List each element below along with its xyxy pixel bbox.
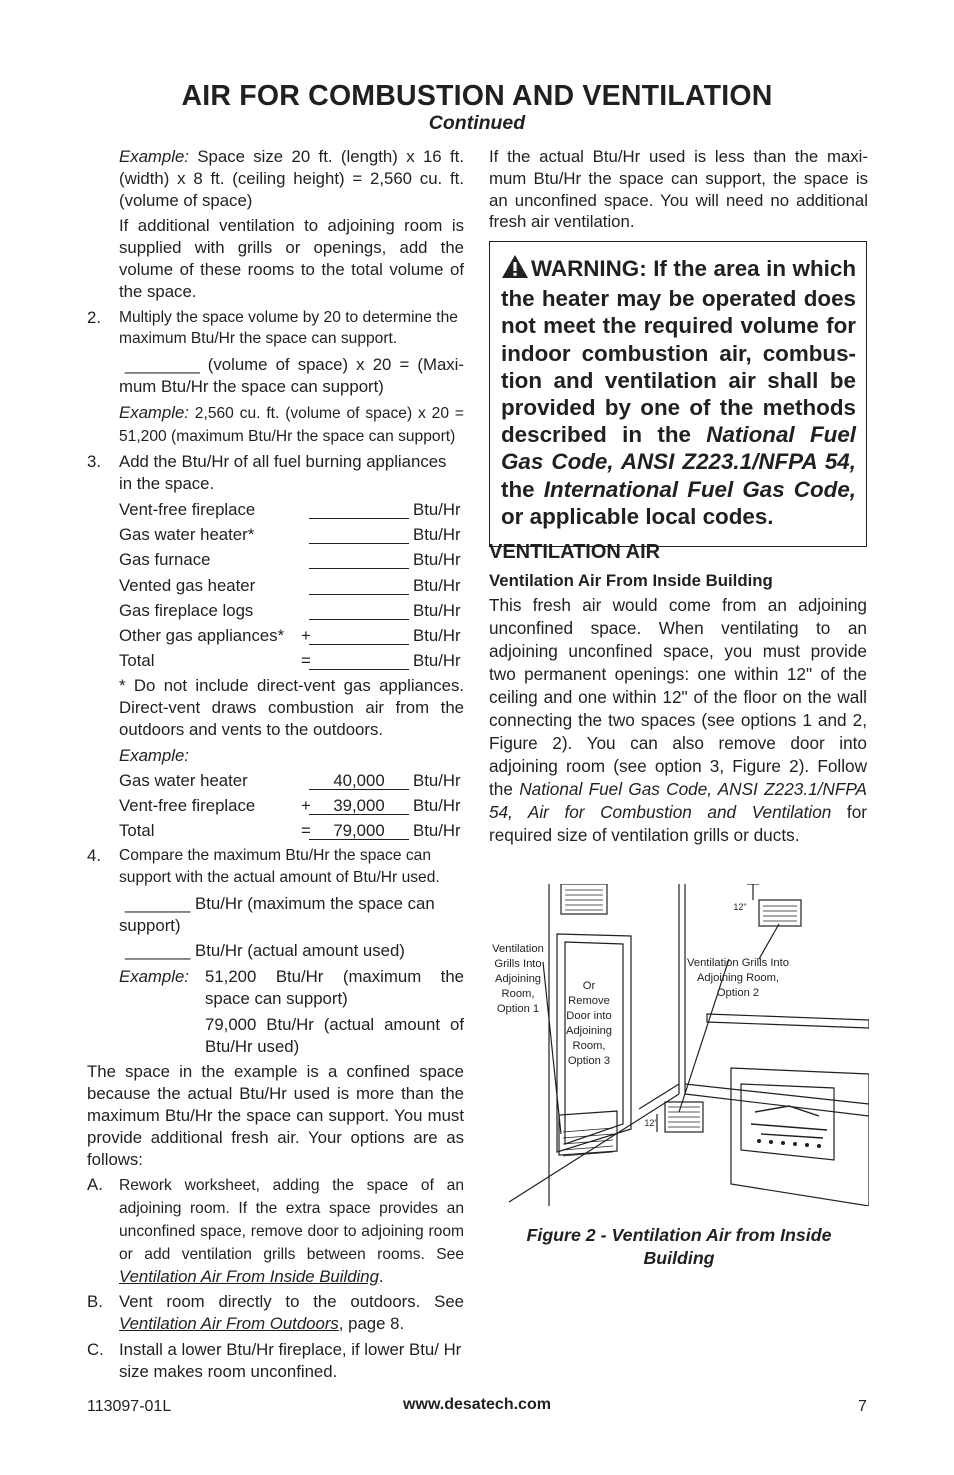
step-4-line-2: _______ Btu/Hr (actual amount used) [125, 941, 405, 961]
example-worksheet [87, 770, 464, 846]
worksheet-value [309, 499, 409, 519]
worksheet-row [87, 650, 464, 675]
worksheet-value [309, 625, 409, 645]
worksheet-value [309, 549, 409, 569]
unconfined-intro: If the actual Btu/Hr used is less than the maxi-mum Btu/Hr the space can support, the space is an unconfined space. You will need no additional fresh air ventilation. [489, 147, 868, 232]
worksheet-unit: Btu/Hr [413, 795, 461, 815]
example-label: Example: [119, 745, 189, 765]
confined-space-text: The space in the example is a confined space because the actual Btu/Hr used is more than the maximum Btu/Hr the space can support. You must provide additional fresh air. Your options are as follows: [87, 1062, 464, 1169]
worksheet-label: Gas water heater [119, 770, 248, 790]
page-subtitle: Continued [428, 112, 526, 134]
worksheet-operator: = [301, 821, 311, 841]
warning-triangle-icon [501, 254, 529, 285]
btu-worksheet [87, 499, 464, 675]
worksheet-operator: + [301, 795, 311, 815]
worksheet-value [309, 575, 409, 595]
worksheet-row [87, 575, 464, 600]
step-4-line-1: _______ Btu/Hr (maximum the space can support) [119, 893, 435, 935]
step-3: 3. Add the Btu/Hr of all fuel burning appliances in the space. [87, 452, 447, 494]
figure-2 [489, 884, 869, 1206]
worksheet-value: 40,000 [309, 770, 409, 790]
worksheet-unit: Btu/Hr [413, 821, 461, 841]
page-number: 7 [858, 1398, 867, 1415]
worksheet-unit: Btu/Hr [413, 770, 461, 790]
worksheet-unit: Btu/Hr [413, 600, 461, 620]
right-column-intro [489, 146, 868, 233]
option-c: C. Install a lower Btu/Hr fireplace, if lower Btu/ Hr size makes room unconfined. [87, 1339, 462, 1381]
worksheet-unit: Btu/Hr [413, 499, 461, 519]
worksheet-row [87, 625, 464, 650]
step-2: 2. Multiply the space volume by 20 to determine the maximum Btu/Hr the space can support. [87, 307, 458, 348]
worksheet-label: Vented gas heater [119, 575, 256, 595]
warning-box: WARNING: If the area in which the heater may be operated does not meet the required volume for indoor combustion air, combus-tion and ventilation air shall be provided by one of the methods described in the National Fuel Gas Code, ANSI Z223.1/NFPA 54, the International Fuel Gas Code, or applicable local codes. [489, 241, 867, 547]
option-a: A. Rework worksheet, adding the space of an adjoining room. If the extra space provides an unconfined space, remove door to adjoining room or add ventilation grills between rooms. See Ventilation Air From Inside Building. [87, 1175, 464, 1286]
step-4: 4. Compare the maximum Btu/Hr the space can support with the actual amount of Btu/Hr used. [87, 846, 440, 887]
example-compare-2: 79,000 Btu/Hr (actual amount of Btu/Hr used) [205, 1014, 464, 1056]
worksheet-unit: Btu/Hr [413, 651, 461, 671]
worksheet-value: 79,000 [309, 820, 409, 840]
worksheet-footnote: * Do not include direct-vent gas appliances. Direct-vent draws combustion air from the outdoors and vents to the outdoors. [119, 676, 464, 739]
worksheet-row [87, 795, 464, 820]
page-title: AIR FOR COMBUSTION AND VENTILATION [181, 80, 773, 112]
worksheet-operator: = [301, 651, 311, 671]
worksheet-value [309, 600, 409, 620]
worksheet-unit: Btu/Hr [413, 575, 461, 595]
link-ventilation-inside[interactable]: Ventilation Air From Inside Building [119, 1266, 379, 1286]
option-b: B. Vent room directly to the outdoors. See Ventilation Air From Outdoors, page 8. [87, 1292, 464, 1334]
worksheet-label: Gas furnace [119, 550, 211, 570]
worksheet-row [87, 524, 464, 549]
adjoining-room-note: If additional ventilation to adjoining room is supplied with grills or openings, add the volume of these rooms to the total volume of the space. [119, 216, 464, 301]
step-2-formula: ________ (volume of space) x 20 = (Maxi-mum Btu/Hr the space can support) [119, 355, 464, 396]
left-column [87, 146, 464, 1387]
dim-top: 12" [733, 902, 747, 912]
worksheet-row [87, 549, 464, 574]
worksheet-label: Vent-free fireplace [119, 499, 256, 519]
worksheet-row [87, 820, 464, 845]
example-compare-1: Example: 51,200 Btu/Hr (maximum the space can support) [119, 967, 464, 1008]
worksheet-label: Total [119, 821, 155, 841]
worksheet-row [87, 600, 464, 625]
worksheet-label: Gas fireplace logs [119, 600, 254, 620]
example-space-size: Example: Space size 20 ft. (length) x 16 ft. (width) x 8 ft. (ceiling height) = 2,560 cu. ft. (volume of space) [119, 147, 464, 210]
worksheet-row [87, 499, 464, 524]
example-max-btu: Example: 2,560 cu. ft. (volume of space) x 20 = 51,200 (maximum Btu/Hr the space can support) [119, 402, 464, 445]
worksheet-unit: Btu/Hr [413, 550, 461, 570]
worksheet-label: Gas water heater* [119, 525, 255, 545]
worksheet-unit: Btu/Hr [413, 525, 461, 545]
worksheet-value [309, 524, 409, 544]
ventilation-diagram [489, 884, 869, 1206]
figure-caption: Figure 2 - Ventilation Air from Inside Building [526, 1225, 832, 1268]
section-heading: VENTILATION AIR [489, 541, 661, 563]
link-ventilation-outdoors[interactable]: Ventilation Air From Outdoors [119, 1314, 339, 1334]
doc-number: 113097-01L [87, 1398, 172, 1415]
label-option-2: Ventilation Grills Into Adjoining Room, Option 2 [687, 957, 789, 999]
worksheet-row [87, 770, 464, 795]
ventilation-body: This fresh air would come from an adjoining unconfined space. When ventilating to an adjoining unconfined space, you must provide two permanent openings: one within 12" of the ceiling and one within 12" of the floor on the wall connecting the two spaces (see options 1 and 2, Figure 2). You can also remove door into adjoining room (see option 3, Figure 2). Follow the National Fuel Gas Code, ANSI Z223.1/NFPA 54, Air for Combustion and Ventilation for required size of ventilation grills or ducts. [489, 595, 867, 845]
worksheet-label: Vent-free fireplace [119, 795, 256, 815]
worksheet-unit: Btu/Hr [413, 625, 461, 645]
label-option-3: Or Remove Door into Adjoining Room, Option 3 [565, 980, 613, 1067]
subsection-heading: Ventilation Air From Inside Building [489, 571, 773, 590]
worksheet-value: 39,000 [309, 795, 409, 815]
worksheet-label: Total [119, 651, 155, 671]
dim-bottom: 12" [644, 1118, 658, 1128]
worksheet-label: Other gas appliances* [119, 625, 285, 645]
website-link[interactable]: www.desatech.com [403, 1396, 551, 1413]
worksheet-operator: + [301, 625, 311, 645]
worksheet-value [309, 650, 409, 670]
label-option-1: Ventilation Grills Into Adjoining Room, Option 1 [492, 943, 544, 1015]
